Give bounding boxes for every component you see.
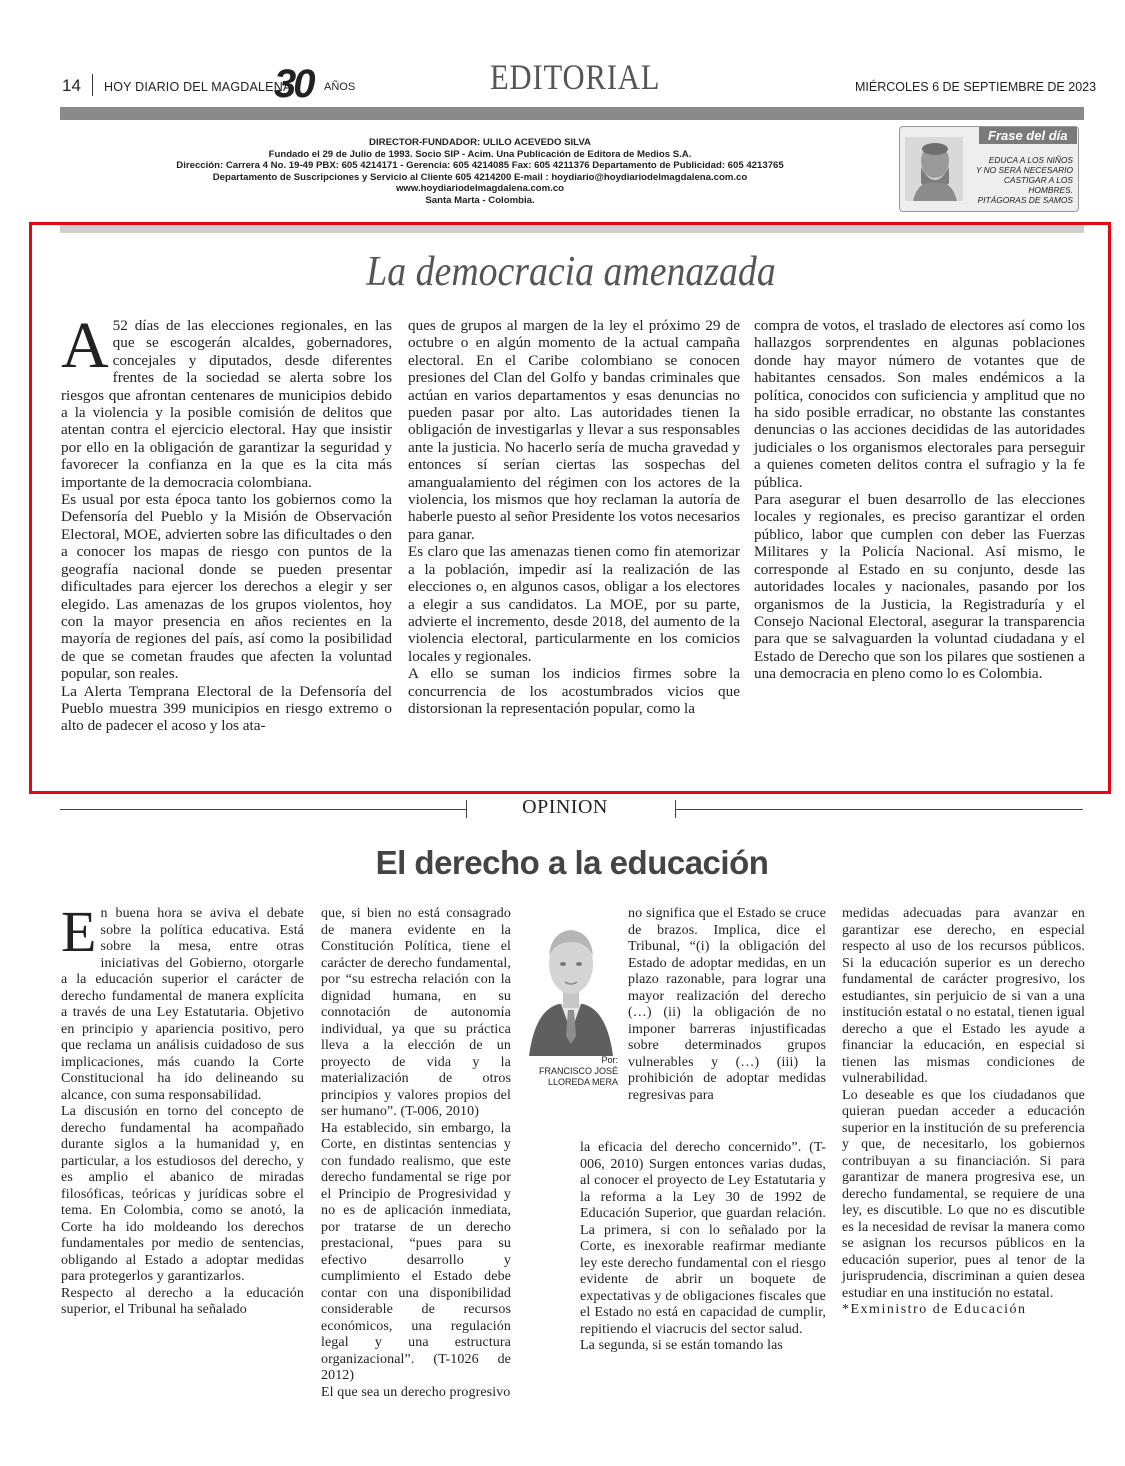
opinion-paragraph: Ha establecido, sin embargo, la Corte, en distintas sentencias y con fundado realismo, que este derecho fundamental se rige por el Principio de Progresividad y no es de aplicación inmediata, por tratarse de un derecho prestacional, “pues para su efectivo desarrollo y cumplimiento el Estado debe contar con una disponibilidad considerable de recursos económicos, una regulación legal y una estructura organizacional”. (T-1026 de 2012) xyxy=(321,1120,511,1383)
opinion-paragraph: no significa que el Estado se cruce de brazos. Implica, dice el Tribunal, “(i) la obligación del Estado de adoptar medidas, en un plazo razonable, para lograr una mayor realización del derecho (…) (ii) la obligación de no imponer barreras injustificadas sobre determinados grupos vulnerables y (…) (iii) la prohibición de adoptar medidas regresivas para xyxy=(628,906,826,1103)
editorial-paragraph: A ello se suman los indicios firmes sobre la concurrencia de los acostumbrados vicios que distorsionan la representación popular, como la xyxy=(408,665,740,717)
editorial-paragraph: A 52 días de las elecciones regionales, en las que se escogerán alcaldes, gobernadores, concejales y diputados, desde diferentes frentes de la sociedad se alerta sobre los riesgos que afrontan centenares de municipios debido a la violencia y la posible comisión de delitos que atentan contra el ejercicio electoral. Hay que insistir por ello en la obligación de garantizar la seguridad y favorecer la confianza en la que es la cita más importante de la democracia colombiana. xyxy=(61,309,392,491)
opinion-column-3-bottom xyxy=(580,1140,826,1355)
header-rule xyxy=(60,107,1084,120)
opinion-article-title: El derecho a la educación xyxy=(375,844,769,881)
editorial-paragraph: Es usual por esta época tanto los gobiernos como la Defensoría del Pueblo y la Misión de Observación Electoral, MOE, advierten sobre las dificultades o den a conocer los mapas de riesgo con puntos de la geografía nacional donde se pueden presentar dificultades para ejercer los derechos a elegir y ser elegido. Las amenazas de los grupos violentos, hoy con la mayor presencia en años recientes en la mayoría de regiones del país, así como la posibilidad de que se cometan fraudes que afecten la voluntad popular, son reales. xyxy=(61,491,392,683)
quote-line-1: EDUCA A LOS NIÑOS xyxy=(988,155,1073,165)
quote-line-2: Y NO SERÁ NECESARIO xyxy=(975,165,1073,175)
opinion-paragraph: Lo deseable es que los ciudadanos que quieran puedan acceder a educación superior en la institución de su preferencia y que, de necesitarlo, los gobiernos contribuyan a su financiación. Si para garantizar de manera progresiva ese, un derecho fundamental, se requiere de una ley, es discutible. Lo que no es discutible es la necesidad de revisar la manera como se asignan los recursos públicos en la educación superior, pues al tenor de la jurisprudencia, discriminan a quien desea estudiar en una institución no estatal. xyxy=(842,1087,1085,1301)
quote-text xyxy=(970,155,1073,205)
opinion-rule-right xyxy=(676,809,1083,810)
issue-date: MIÉRCOLES 6 DE SEPTIEMBRE DE 2023 xyxy=(855,80,1097,94)
masthead-city: Santa Marta - Colombia. xyxy=(425,194,535,206)
author-name: FRANCISCO JOSÉ LLOREDA MERA xyxy=(538,1066,618,1087)
author-photo xyxy=(521,906,621,1056)
masthead-founded: Fundado el 29 de Julio de 1993. Socio SIP - Acim. Una Publicación de Editora de Medios S.A. xyxy=(268,148,692,160)
opinion-paragraph: medidas adecuadas para avanzar en garantizar ese derecho, en especial respecto al uso de los recursos públicos. Si la educación superior es un derecho fundamental de carácter progresivo, los estudiantes, sin perjuicio de si van a una institución estatal o no estatal, tienen igual derecho a que el Estado les ayude a financiar la educación, en especial si tienen las mismas condiciones de vulnerabilidad. xyxy=(842,906,1085,1086)
anniversary-logo-number: 30 xyxy=(274,62,313,106)
editorial-column-1 xyxy=(61,309,392,735)
opinion-section-label: OPINION xyxy=(522,796,608,818)
editorial-paragraph: compra de votos, el traslado de electores así como los hallazgos sorprendentes en algunas poblaciones donde hay mayor número de votantes que de habitantes censados. Son males endémicos a la política, conocidos con suficiencia y amplitud que no ha sido posible erradicar, no obstante las constantes denuncias o las acciones decididas de las autoridades judiciales o los organismos electorales para perseguir a quienes cometen delitos contra el sufragio y la fe pública. xyxy=(754,317,1085,491)
opinion-column-4 xyxy=(842,906,1085,1319)
opinion-paragraph: En buena hora se aviva el debate sobre la política educativa. Está sobre la mesa, entre otras iniciativas del Gobierno, otorgarle a la educación superior el carácter de derecho fundamental de manera explícita a través de una Ley Estatutaria. Objetivo en principio y apariencia positivo, pero que reclama un análisis cuidadoso de sus implicaciones, más cuando la Corte Constitucional ha ido delineando su alcance, con suma responsabilidad. xyxy=(61,899,304,1103)
editorial-paragraph: ques de grupos al margen de la ley el próximo 29 de octubre o en algún momento de la actual campaña electoral. En el Caribe colombiano se conocen presiones del Clan del Golfo y bandas criminales que actúan en varios departamentos y esas denuncias no pueden pasar por alto. Las autoridades tienen la obligación de investigarlas y llevar a sus responsables ante la justicia. No hacerlo sería de mucha gravedad y entonces sí serían ciertas las sospechas del amangualamiento del régimen con los actores de la violencia, los mismos que hoy reclaman la autoría de haberle puesto al señor Presidente los votos necesarios para ganar. xyxy=(408,317,740,543)
quote-line-3: CASTIGAR A LOS HOMBRES. xyxy=(1003,175,1073,195)
editorial-column-3 xyxy=(754,317,1085,683)
author-footnote: *Exministro de Educación xyxy=(842,1302,1027,1317)
header-divider xyxy=(92,74,93,96)
masthead xyxy=(100,137,860,207)
opinion-paragraph: La discusión en torno del concepto de derecho fundamental ha acompañado durante siglos a la humanidad y, en particular, a los estudiosos del derecho, y es amplio el abanico de miradas filosóficas, teóricas y jurídicas sobre el tema. En Colombia, como se anotó, la Corte ha ido moldeando los derechos fundamentales por medio de sentencias, obligando al Estado a adoptar medidas para protegerlos y garantizarlos. xyxy=(61,1104,304,1284)
quote-author: PITÁGORAS DE SAMOS xyxy=(977,195,1073,205)
philosopher-bust-icon xyxy=(905,137,963,201)
opinion-paragraph: que, si bien no está consagrado de manera evidente en la Constitución Política, tiene el carácter de derecho fundamental, por “su estrecha relación con la dignidad humana, en su connotación de autonomía individual, ya que su práctica lleva a la elección de un proyecto de vida y la materialización de otros principios y valores propios del ser humano”. (T-006, 2010) xyxy=(321,906,511,1119)
masthead-subscriptions: Departamento de Suscripciones y Servicio al Cliente 605 4214200 E-mail : hoydiario@hoydiariodelmagdalena.com.co xyxy=(212,171,748,183)
editorial-paragraph: Para asegurar el buen desarrollo de las elecciones locales y regionales, es preciso garantizar el orden público, labor que cumplen con deber las Fuerzas Militares y la Policía Nacional. Así mismo, le corresponde al Estado en su conjunto, desde las autoridades locales y nacionales, pasando por los organismos de la Justicia, la Registraduría y el Consejo Nacional Electoral, asegurar la transparencia para que se salvaguarden la voluntad ciudadana y el Estado de Derecho que son los pilares que sostienen a una democracia en pleno como lo es Colombia. xyxy=(754,491,1085,683)
opinion-rule-left xyxy=(60,809,466,810)
masthead-director: DIRECTOR-FUNDADOR: ULILO ACEVEDO SILVA xyxy=(369,137,591,148)
paper-name: HOY DIARIO DEL MAGDALENA xyxy=(104,80,292,94)
author-caption xyxy=(521,1055,618,1088)
quote-title: Frase del día xyxy=(988,128,1068,143)
opinion-column-2 xyxy=(321,906,511,1401)
editorial-paragraph: Es claro que las amenazas tienen como fin atemorizar a la población, impedir así la realización de las elecciones o, en algunos casos, obligar a los electores a elegir a sus candidatos. La MOE, por su parte, advierte el incremento, desde 2018, del aumento de la violencia electoral, particularmente en los comicios locales y regionales. xyxy=(408,543,740,665)
opinion-dropcap: E xyxy=(61,899,97,964)
opinion-paragraph: El que sea un derecho progresivo xyxy=(321,1384,511,1400)
masthead-address: Dirección: Carrera 4 No. 19-49 PBX: 605 4214171 - Gerencia: 605 4214085 Fax: 605 4211376 Departamento de Publicidad: 605 4213765 xyxy=(176,160,784,172)
opinion-paragraph: la eficacia del derecho concernido”. (T-006, 2010) Surgen entonces varias dudas, al conocer el proyecto de Ley Estatutaria y la reforma a la Ley 30 de 1992 de Educación Superior, que guardan relación. La primera, si con lo señalado por la Corte, es inexorable reafirmar mediante ley este derecho fundamental con el riesgo evidente de abrir un boquete de expectativas y de obligaciones fiscales que el Estado no está en capacidad de cumplir, repitiendo el viacrucis del sector salud. xyxy=(580,1140,826,1337)
section-title: EDITORIAL xyxy=(490,57,661,97)
opinion-paragraph: La segunda, si se están tomando las xyxy=(580,1338,783,1353)
opinion-column-1 xyxy=(61,899,304,1319)
masthead-website[interactable]: www.hoydiariodelmagdalena.com.co xyxy=(395,183,565,195)
anniversary-logo-word: AÑOS xyxy=(324,81,356,93)
editorial-dropcap: A xyxy=(61,309,109,382)
opinion-rule-tick xyxy=(466,800,467,818)
opinion-column-3-top xyxy=(628,906,826,1104)
opinion-paragraph: Respecto al derecho a la educación superior, el Tribunal ha señalado xyxy=(61,1285,304,1317)
editorial-paragraph: La Alerta Temprana Electoral de la Defensoría del Pueblo muestra 399 municipios en riesgo extremo o alto de padecer el acoso y los ata- xyxy=(61,682,392,735)
author-prefix: Por: xyxy=(601,1055,618,1065)
editorial-column-2 xyxy=(408,317,740,717)
page-number: 14 xyxy=(62,76,81,95)
editorial-title: La democracia amenazada xyxy=(366,249,776,295)
